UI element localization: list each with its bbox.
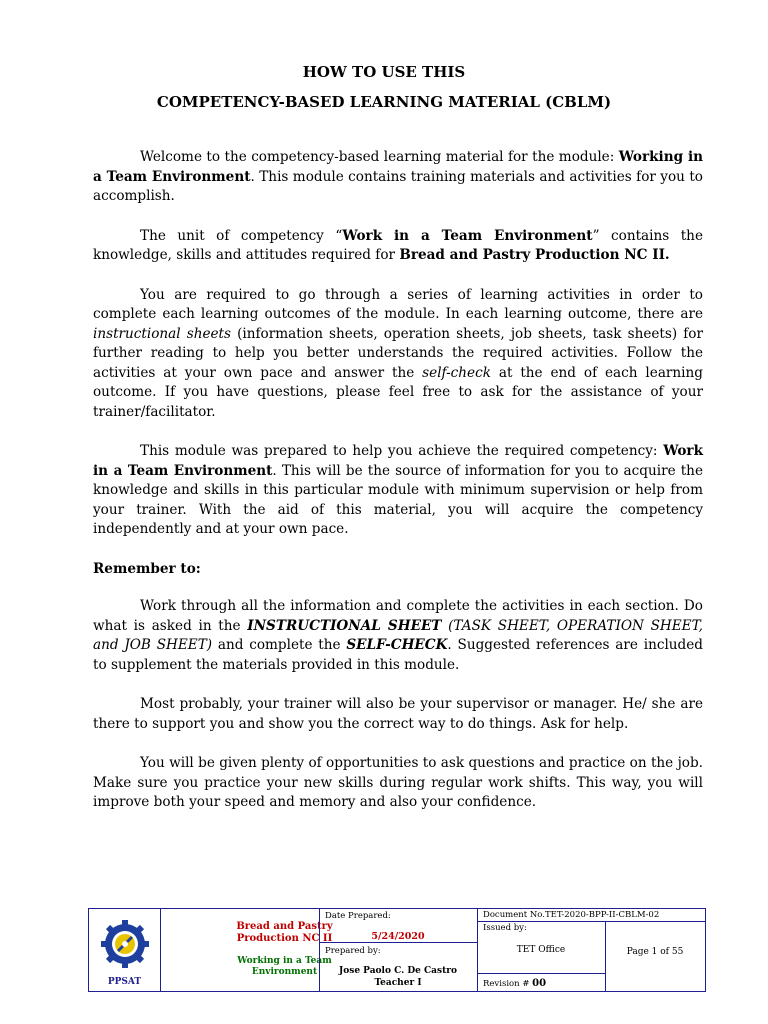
module-name: Working in a Team Environment: [93, 149, 703, 185]
prepared-by-label: Prepared by:: [325, 946, 381, 956]
prepared-by-value: [319, 965, 477, 989]
text: Bread and Pastry: [236, 921, 333, 932]
text: Teacher I: [374, 978, 422, 988]
text: The unit of competency “: [140, 227, 343, 244]
qualification-name: Bread and Pastry Production NC II.: [399, 247, 670, 263]
issued-by-label: Issued by:: [483, 923, 527, 933]
text: . This will be the source of information for you to acquire the knowledge and skills in this particular module with minimum supervision or help from your trainer. With the aid of this material, you will acquire the competency independently and at your own pace.: [93, 462, 703, 537]
text: Jose Paolo C. De Castro: [338, 966, 457, 976]
text: and complete the: [212, 637, 347, 653]
unit-name: Work in a Team Environment: [93, 443, 703, 479]
text: Environment: [251, 967, 318, 977]
document-footer-table: [88, 908, 706, 992]
text: You are required to go through a series of learning activities in order to complete each learning outcomes of the module. In each learning outcome, there are: [93, 286, 703, 322]
text: INSTRUCTIONAL SHEET: [247, 617, 442, 634]
text: . This module contains training materials and activities for you to accomplish.: [93, 168, 703, 204]
text: instructional sheets: [93, 325, 231, 342]
text: Production NC II: [236, 933, 333, 944]
document-body: [93, 148, 703, 833]
text: (information sheets, operation sheets, job sheets, task sheets) for further reading to help you better understands the required activities. Follow the activities at your own pace and answer the: [93, 325, 703, 381]
ppsat-logo-icon: [100, 919, 150, 969]
text: Welcome to the competency-based learning material for the module:: [140, 149, 619, 165]
text: self-check: [422, 364, 491, 381]
paragraph-practice: You will be given plenty of opportunities to ask questions and practice on the job. Make sure you practice your new skills during regular work shifts. This way, you will improve both your speed and memory and also your confidence.: [93, 755, 703, 810]
text: (TASK SHEET, OPERATION SHEET, and JOB SHEET): [93, 617, 703, 653]
page-title-line1: HOW TO USE THIS: [302, 63, 466, 81]
paragraph-trainer: Most probably, your trainer will also be your supervisor or manager. He/ she are there to support you and show you the correct way to do things. Ask for help.: [93, 696, 703, 732]
text: Revision #: [483, 979, 533, 989]
text: ” contains the knowledge, skills and attitudes required for: [93, 227, 703, 263]
paragraph-instructions: [93, 597, 703, 675]
document-number: Document No.TET-2020-BPP-II-CBLM-02: [483, 910, 660, 920]
text: This module was prepared to help you achieve the required competency:: [140, 443, 664, 459]
revision-number: [483, 978, 546, 989]
issued-by-value: TET Office: [516, 945, 566, 955]
page-title-line2: COMPETENCY-BASED LEARNING MATERIAL (CBLM): [156, 93, 612, 111]
unit-name: Work in a Team Environment: [342, 227, 593, 244]
text: at the end of each learning outcome. If you have questions, please feel free to ask for the assistance of your trainer/facilitator.: [93, 364, 703, 420]
text: Working in a Team: [237, 956, 332, 966]
paragraph-purpose: [93, 442, 703, 540]
paragraph-activities: [93, 286, 703, 423]
text: Work through all the information and complete the activities in each section. Do what is asked in the: [93, 598, 703, 634]
paragraph-welcome: [93, 148, 703, 207]
page-number: Page 1 of 55: [626, 947, 684, 957]
text: Remember to:: [93, 560, 201, 577]
revision-value: 00: [532, 978, 547, 989]
date-prepared-value: 5/24/2020: [371, 931, 425, 942]
text: SELF-CHECK: [346, 637, 448, 653]
logo-cell: [89, 909, 160, 990]
date-prepared-label: Date Prepared:: [325, 911, 391, 921]
logo-label: PPSAT: [107, 977, 142, 987]
text: . Suggested references are included to supplement the materials provided in this module.: [93, 637, 704, 673]
remember-heading: [93, 560, 703, 580]
paragraph-unit: [93, 227, 703, 266]
